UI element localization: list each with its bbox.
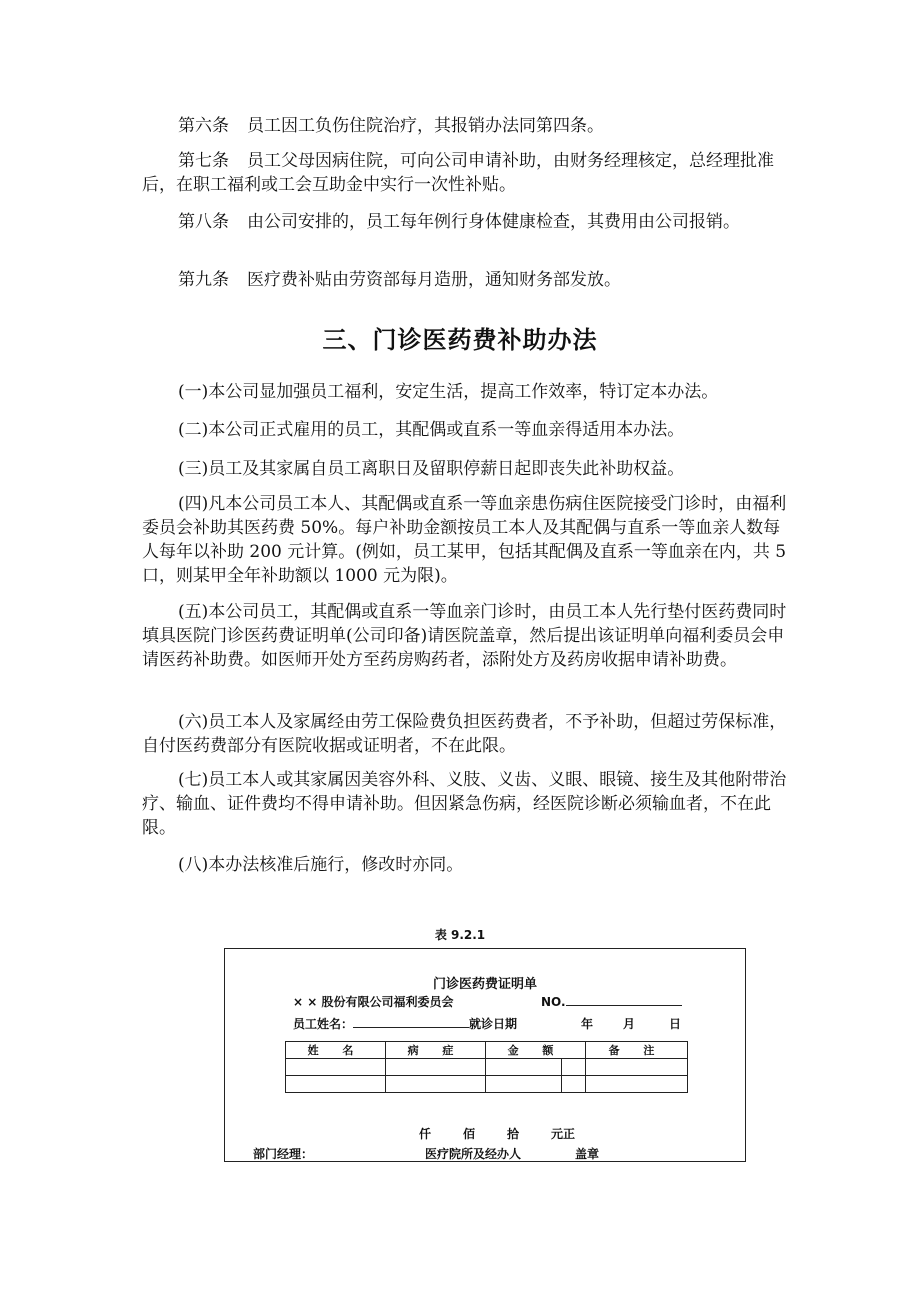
- expense-table: [285, 1041, 688, 1093]
- clause-1: (一)本公司显加强员工福利，安定生活，提高工作效率，特订定本办法。: [178, 382, 719, 402]
- stamp-label: 盖章: [575, 1147, 600, 1161]
- date-day: 日: [669, 1017, 682, 1031]
- clause-7: (七)员工本人或其家属因美容外科、义肢、义齿、义眼、眼镜、接生及其他附带治疗、输血、证件费均不得申请补助。但因紧急伤病，经医院诊断必须输血者，不在此限。: [142, 770, 787, 838]
- table-row: [286, 1076, 688, 1093]
- amount-unit-shi: 拾: [507, 1127, 520, 1141]
- clause-8: (八)本办法核准后施行，修改时亦同。: [178, 855, 464, 875]
- cell-illness[interactable]: [386, 1059, 486, 1076]
- employee-name-blank[interactable]: [353, 1015, 469, 1028]
- date-year: 年: [581, 1017, 594, 1031]
- cell-name[interactable]: [286, 1076, 386, 1093]
- cell-name[interactable]: [286, 1059, 386, 1076]
- clause-3: (三)员工及其家属自员工离职日及留职停薪日起即丧失此补助权益。: [178, 459, 685, 479]
- date-month: 月: [623, 1017, 636, 1031]
- clause-4: (四)凡本公司员工本人、其配偶或直系一等血亲患伤病住医院接受门诊时，由福利委员会补助其医药费 50%。每户补助金额按员工本人及其配偶与直系一等血亲人数每人每年以补助 200 元计算。(例如，员工某甲，包括其配偶及直系一等血亲在内，共 5 口，则某甲全年补助额以 1000 元为限)。: [142, 494, 787, 586]
- column-header-illness: 病 症: [386, 1042, 486, 1059]
- cell-amount-sub[interactable]: [562, 1059, 586, 1076]
- article-number: 第八条: [178, 212, 229, 232]
- cell-remarks[interactable]: [586, 1076, 688, 1093]
- article-number: 第六条: [178, 116, 229, 136]
- table-row: [286, 1059, 688, 1076]
- cell-amount[interactable]: [486, 1076, 562, 1093]
- form-number-field[interactable]: [541, 993, 682, 1009]
- article-8: [142, 210, 794, 234]
- clinic-label: 医疗院所及经办人: [425, 1147, 522, 1161]
- dept-manager-label: 部门经理：: [253, 1147, 314, 1161]
- table-header-row: [286, 1042, 688, 1059]
- medical-certificate-form: [224, 948, 746, 1162]
- cell-amount[interactable]: [486, 1059, 562, 1076]
- amount-unit-yuan: 元正: [551, 1127, 576, 1141]
- cell-remarks[interactable]: [586, 1059, 688, 1076]
- committee-label: × × 股份有限公司福利委员会: [293, 995, 454, 1009]
- article-9: [142, 268, 794, 292]
- amount-unit-bai: 佰: [463, 1127, 476, 1141]
- clause-6: (六)员工本人及家属经由劳工保险费负担医药费者，不予补助，但超过劳保标准，自付医药费部分有医院收据或证明者，不在此限。: [142, 712, 787, 756]
- table-caption: 表 9.2.1: [434, 928, 486, 942]
- column-header-amount: 金 额: [486, 1042, 586, 1059]
- visit-date-label: 就诊日期: [469, 1017, 518, 1031]
- employee-name-label: 员工姓名：: [293, 1017, 354, 1031]
- article-number: 第九条: [178, 270, 229, 290]
- column-header-name: 姓 名: [286, 1042, 386, 1059]
- employee-name-field[interactable]: [293, 1015, 517, 1032]
- form-number-blank[interactable]: [566, 993, 682, 1006]
- form-number-label: NO.: [541, 995, 566, 1009]
- article-text: 由公司安排的，员工每年例行身体健康检查，其费用由公司报销。: [247, 212, 740, 232]
- article-text: 员工父母因病住院，可向公司申请补助，由财务经理核定，总经理批准后，在职工福利或工会互助金中实行一次性补贴。: [142, 151, 774, 195]
- article-7: [142, 149, 794, 197]
- article-6: [142, 114, 794, 138]
- cell-illness[interactable]: [386, 1076, 486, 1093]
- amount-unit-qian: 仟: [419, 1127, 432, 1141]
- column-header-remarks: 备 注: [586, 1042, 688, 1059]
- article-text: 员工因工负伤住院治疗，其报销办法同第四条。: [247, 116, 604, 136]
- section-heading: 三、门诊医药费补助办法: [322, 326, 598, 354]
- clause-2: (二)本公司正式雇用的员工，其配偶或直系一等血亲得适用本办法。: [178, 420, 685, 440]
- article-number: 第七条: [178, 151, 229, 171]
- clause-5: (五)本公司员工，其配偶或直系一等血亲门诊时，由员工本人先行垫付医药费同时填具医院门诊医药费证明单(公司印备)请医院盖章，然后提出该证明单向福利委员会申请医药补助费。如医师开处方至药房购药者，添附处方及药房收据申请补助费。: [142, 602, 787, 670]
- cell-amount-sub[interactable]: [562, 1076, 586, 1093]
- form-title: 门诊医药费证明单: [432, 977, 537, 992]
- article-text: 医疗费补贴由劳资部每月造册，通知财务部发放。: [247, 270, 621, 290]
